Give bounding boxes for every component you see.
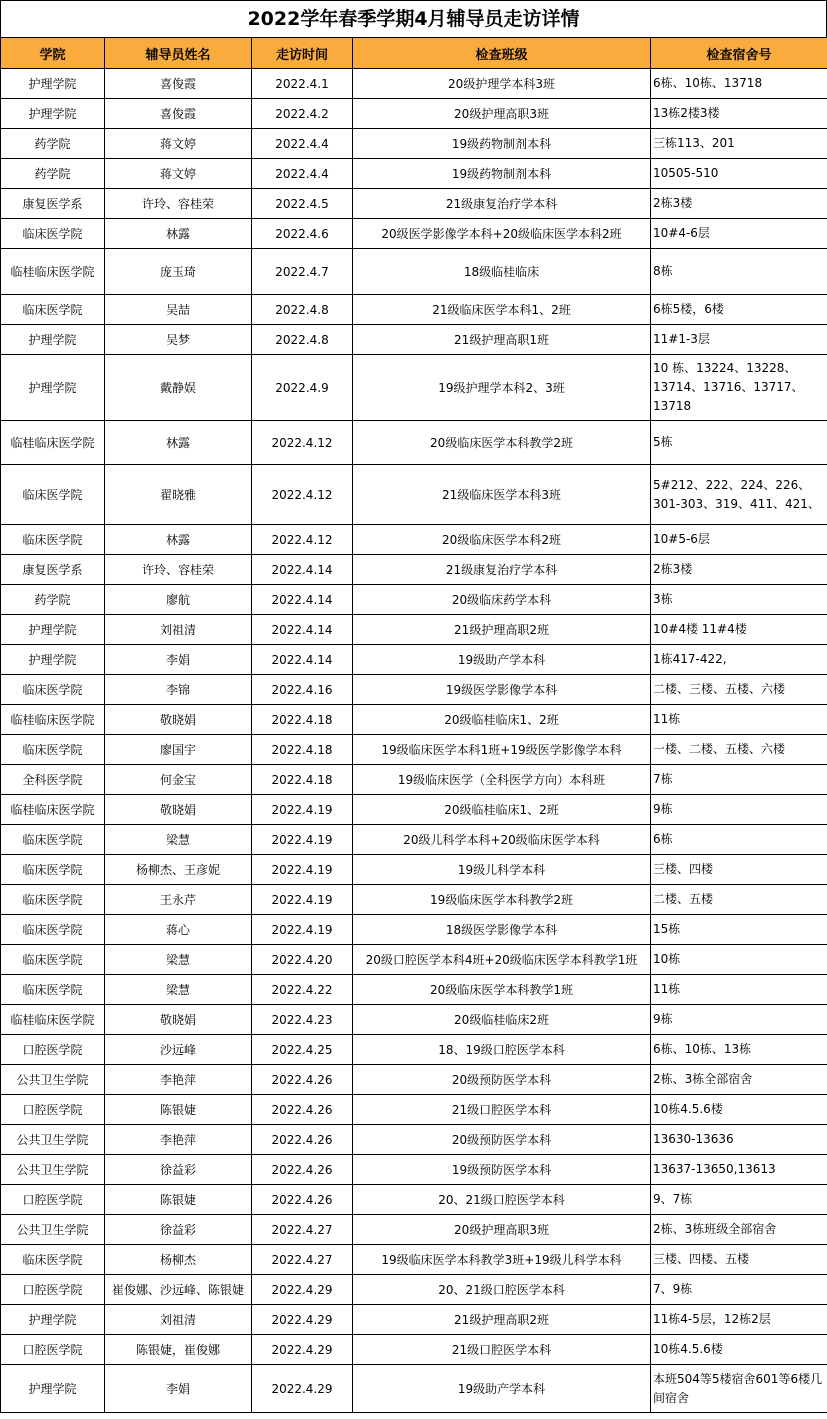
cell-dorm[interactable]: 5#212、222、224、226、301-303、319、411、421、 [651, 465, 827, 525]
cell-college[interactable]: 护理学院 [1, 1305, 105, 1335]
cell-counselor[interactable]: 翟晓雅 [105, 465, 252, 525]
cell-counselor[interactable]: 沙远峰 [105, 1035, 252, 1065]
cell-dorm[interactable]: 15栋 [651, 915, 827, 945]
cell-date[interactable]: 2022.4.18 [252, 735, 353, 765]
table-row [1, 159, 827, 189]
cell-dorm[interactable]: 10栋 [651, 945, 827, 975]
table-row [1, 1155, 827, 1185]
cell-class[interactable]: 20级口腔医学本科4班+20级临床医学本科教学1班 [353, 945, 651, 975]
table-row [1, 1365, 827, 1413]
visit-table [0, 37, 827, 1413]
cell-counselor[interactable]: 徐益彩 [105, 1155, 252, 1185]
cell-class[interactable]: 21级护理高职1班 [353, 325, 651, 355]
cell-class[interactable]: 19级临床医学本科1班+19级医学影像学本科 [353, 735, 651, 765]
cell-college[interactable]: 临床医学院 [1, 1245, 105, 1275]
cell-counselor[interactable]: 刘祖清 [105, 615, 252, 645]
cell-dorm[interactable]: 本班504等5楼宿舍601等6楼几间宿舍 [651, 1365, 827, 1413]
cell-class[interactable]: 19级助产学本科 [353, 1365, 651, 1413]
sheet-title: 2022学年春季学期4月辅导员走访详情 [0, 0, 827, 37]
cell-counselor[interactable]: 林露 [105, 525, 252, 555]
table-row [1, 615, 827, 645]
cell-class[interactable]: 20级临桂临床1、2班 [353, 795, 651, 825]
cell-class[interactable]: 21级康复治疗学本科 [353, 189, 651, 219]
cell-class[interactable]: 19级药物制剂本科 [353, 129, 651, 159]
cell-counselor[interactable]: 李娟 [105, 645, 252, 675]
cell-counselor[interactable]: 廖航 [105, 585, 252, 615]
cell-class[interactable]: 20级护理高职3班 [353, 1215, 651, 1245]
cell-college[interactable]: 临桂临床医学院 [1, 705, 105, 735]
cell-college[interactable]: 护理学院 [1, 99, 105, 129]
cell-counselor[interactable]: 杨柳杰 [105, 1245, 252, 1275]
cell-dorm[interactable]: 10栋4.5.6楼 [651, 1335, 827, 1365]
cell-dorm[interactable]: 5栋 [651, 421, 827, 465]
cell-dorm[interactable]: 6栋5楼，6楼 [651, 295, 827, 325]
cell-counselor[interactable]: 喜俊霞 [105, 99, 252, 129]
cell-counselor[interactable]: 徐益彩 [105, 1215, 252, 1245]
cell-class[interactable]: 19级儿科学本科 [353, 855, 651, 885]
table-row [1, 735, 827, 765]
cell-college[interactable]: 公共卫生学院 [1, 1125, 105, 1155]
cell-class[interactable]: 20级儿科学本科+20级临床医学本科 [353, 825, 651, 855]
cell-class[interactable]: 19级助产学本科 [353, 645, 651, 675]
cell-dorm[interactable]: 10栋4.5.6楼 [651, 1095, 827, 1125]
cell-dorm[interactable]: 11栋 [651, 705, 827, 735]
table-row [1, 1275, 827, 1305]
table-row [1, 1095, 827, 1125]
cell-date[interactable]: 2022.4.29 [252, 1275, 353, 1305]
cell-date[interactable]: 2022.4.27 [252, 1245, 353, 1275]
cell-dorm[interactable]: 二楼、三楼、五楼、六楼 [651, 675, 827, 705]
cell-date[interactable]: 2022.4.26 [252, 1185, 353, 1215]
cell-date[interactable]: 2022.4.19 [252, 915, 353, 945]
table-row [1, 945, 827, 975]
cell-date[interactable]: 2022.4.14 [252, 615, 353, 645]
cell-date[interactable]: 2022.4.8 [252, 295, 353, 325]
table-row [1, 1125, 827, 1155]
cell-dorm[interactable]: 13630-13636 [651, 1125, 827, 1155]
cell-dorm[interactable]: 6栋、10栋、13718 [651, 69, 827, 99]
cell-class[interactable]: 21级护理高职2班 [353, 615, 651, 645]
cell-counselor[interactable]: 敬晓娟 [105, 1005, 252, 1035]
cell-college[interactable]: 康复医学系 [1, 189, 105, 219]
cell-dorm[interactable]: 8栋 [651, 249, 827, 295]
cell-college[interactable]: 临床医学院 [1, 915, 105, 945]
cell-class[interactable]: 19级医学影像学本科 [353, 675, 651, 705]
table-row [1, 795, 827, 825]
cell-dorm[interactable]: 三楼、四楼、五楼 [651, 1245, 827, 1275]
cell-counselor[interactable]: 李娟 [105, 1365, 252, 1413]
cell-counselor[interactable]: 陈银婕，崔俊娜 [105, 1335, 252, 1365]
cell-counselor[interactable]: 许玲、容桂荣 [105, 555, 252, 585]
cell-college[interactable]: 药学院 [1, 585, 105, 615]
cell-dorm[interactable]: 10 栋、13224、13228、13714、13716、13717、13718 [651, 355, 827, 421]
cell-date[interactable]: 2022.4.18 [252, 705, 353, 735]
cell-class[interactable]: 21级临床医学本科3班 [353, 465, 651, 525]
cell-date[interactable]: 2022.4.19 [252, 825, 353, 855]
cell-college[interactable]: 临床医学院 [1, 975, 105, 1005]
cell-college[interactable]: 临桂临床医学院 [1, 795, 105, 825]
cell-dorm[interactable]: 2栋3楼 [651, 189, 827, 219]
cell-class[interactable]: 21级康复治疗学本科 [353, 555, 651, 585]
cell-class[interactable]: 18级临桂临床 [353, 249, 651, 295]
cell-college[interactable]: 药学院 [1, 159, 105, 189]
cell-dorm[interactable]: 2栋3楼 [651, 555, 827, 585]
table-row [1, 99, 827, 129]
cell-dorm[interactable]: 6栋、10栋、13栋 [651, 1035, 827, 1065]
cell-dorm[interactable]: 一楼、二楼、五楼、六楼 [651, 735, 827, 765]
cell-college[interactable]: 临桂临床医学院 [1, 421, 105, 465]
table-row [1, 885, 827, 915]
cell-counselor[interactable]: 杨柳杰、王彦妮 [105, 855, 252, 885]
cell-college[interactable]: 口腔医学院 [1, 1095, 105, 1125]
table-row [1, 705, 827, 735]
cell-college[interactable]: 口腔医学院 [1, 1275, 105, 1305]
cell-date[interactable]: 2022.4.2 [252, 99, 353, 129]
header-class[interactable]: 检查班级 [353, 38, 651, 69]
cell-college[interactable]: 全科医学院 [1, 765, 105, 795]
cell-class[interactable]: 20级护理学本科3班 [353, 69, 651, 99]
cell-dorm[interactable]: 二楼、五楼 [651, 885, 827, 915]
cell-date[interactable]: 2022.4.19 [252, 885, 353, 915]
cell-date[interactable]: 2022.4.29 [252, 1335, 353, 1365]
cell-date[interactable]: 2022.4.19 [252, 855, 353, 885]
table-row [1, 915, 827, 945]
cell-dorm[interactable]: 10#5-6层 [651, 525, 827, 555]
table-row [1, 765, 827, 795]
cell-date[interactable]: 2022.4.20 [252, 945, 353, 975]
cell-college[interactable]: 临桂临床医学院 [1, 249, 105, 295]
cell-date[interactable]: 2022.4.26 [252, 1095, 353, 1125]
cell-date[interactable]: 2022.4.29 [252, 1305, 353, 1335]
cell-class[interactable]: 20级临桂临床1、2班 [353, 705, 651, 735]
cell-counselor[interactable]: 刘祖清 [105, 1305, 252, 1335]
cell-date[interactable]: 2022.4.26 [252, 1065, 353, 1095]
cell-counselor[interactable]: 喜俊霞 [105, 69, 252, 99]
cell-college[interactable]: 药学院 [1, 129, 105, 159]
cell-class[interactable]: 20级临桂临床2班 [353, 1005, 651, 1035]
cell-dorm[interactable]: 13栋2楼3楼 [651, 99, 827, 129]
cell-counselor[interactable]: 庞玉琦 [105, 249, 252, 295]
header-college[interactable]: 学院 [1, 38, 105, 69]
cell-class[interactable]: 21级护理高职2班 [353, 1305, 651, 1335]
table-row [1, 1215, 827, 1245]
table-row [1, 249, 827, 295]
cell-dorm[interactable]: 9栋 [651, 795, 827, 825]
table-row [1, 1305, 827, 1335]
table-row [1, 69, 827, 99]
cell-counselor[interactable]: 敬晓娟 [105, 795, 252, 825]
cell-date[interactable]: 2022.4.22 [252, 975, 353, 1005]
table-row [1, 421, 827, 465]
cell-dorm[interactable]: 10505-510 [651, 159, 827, 189]
table-row [1, 675, 827, 705]
cell-date[interactable]: 2022.4.8 [252, 325, 353, 355]
cell-college[interactable]: 护理学院 [1, 645, 105, 675]
cell-college[interactable]: 临床医学院 [1, 295, 105, 325]
cell-class[interactable]: 19级临床医学本科教学3班+19级儿科学本科 [353, 1245, 651, 1275]
cell-class[interactable]: 18级医学影像学本科 [353, 915, 651, 945]
table-row [1, 355, 827, 421]
cell-counselor[interactable]: 陈银婕 [105, 1095, 252, 1125]
cell-date[interactable]: 2022.4.25 [252, 1035, 353, 1065]
table-row [1, 189, 827, 219]
cell-date[interactable]: 2022.4.6 [252, 219, 353, 249]
cell-college[interactable]: 护理学院 [1, 1365, 105, 1413]
table-row [1, 645, 827, 675]
table-row [1, 1245, 827, 1275]
cell-counselor[interactable]: 李艳萍 [105, 1065, 252, 1095]
cell-dorm[interactable]: 11#1-3层 [651, 325, 827, 355]
table-row [1, 1065, 827, 1095]
cell-dorm[interactable]: 11栋4-5层，12栋2层 [651, 1305, 827, 1335]
cell-date[interactable]: 2022.4.19 [252, 795, 353, 825]
cell-college[interactable]: 临床医学院 [1, 885, 105, 915]
cell-class[interactable]: 20、21级口腔医学本科 [353, 1185, 651, 1215]
cell-dorm[interactable]: 13637-13650,13613 [651, 1155, 827, 1185]
cell-counselor[interactable]: 蒋文婷 [105, 129, 252, 159]
cell-counselor[interactable]: 李艳萍 [105, 1125, 252, 1155]
table-row [1, 219, 827, 249]
cell-college[interactable]: 临床医学院 [1, 465, 105, 525]
cell-counselor[interactable]: 蒋心 [105, 915, 252, 945]
cell-class[interactable]: 19级护理学本科2、3班 [353, 355, 651, 421]
cell-counselor[interactable]: 吴梦 [105, 325, 252, 355]
cell-dorm[interactable]: 三栋113、201 [651, 129, 827, 159]
cell-counselor[interactable]: 廖国宇 [105, 735, 252, 765]
table-row [1, 1035, 827, 1065]
cell-college[interactable]: 临床医学院 [1, 855, 105, 885]
cell-class[interactable]: 21级口腔医学本科 [353, 1095, 651, 1125]
cell-dorm[interactable]: 11栋 [651, 975, 827, 1005]
cell-college[interactable]: 护理学院 [1, 325, 105, 355]
cell-class[interactable]: 20级临床药学本科 [353, 585, 651, 615]
cell-date[interactable]: 2022.4.26 [252, 1155, 353, 1185]
cell-dorm[interactable]: 3栋 [651, 585, 827, 615]
cell-college[interactable]: 康复医学系 [1, 555, 105, 585]
cell-date[interactable]: 2022.4.12 [252, 421, 353, 465]
cell-date[interactable]: 2022.4.16 [252, 675, 353, 705]
cell-counselor[interactable]: 林露 [105, 219, 252, 249]
cell-college[interactable]: 临床医学院 [1, 825, 105, 855]
cell-date[interactable]: 2022.4.14 [252, 555, 353, 585]
cell-date[interactable]: 2022.4.4 [252, 129, 353, 159]
cell-date[interactable]: 2022.4.23 [252, 1005, 353, 1035]
cell-college[interactable]: 公共卫生学院 [1, 1155, 105, 1185]
table-row [1, 325, 827, 355]
cell-counselor[interactable]: 林露 [105, 421, 252, 465]
cell-dorm[interactable]: 7栋 [651, 765, 827, 795]
cell-dorm[interactable]: 9、7栋 [651, 1185, 827, 1215]
cell-counselor[interactable]: 敬晓娟 [105, 705, 252, 735]
cell-college[interactable]: 公共卫生学院 [1, 1215, 105, 1245]
cell-class[interactable]: 20级预防医学本科 [353, 1065, 651, 1095]
table-row [1, 855, 827, 885]
cell-class[interactable]: 19级临床医学本科教学2班 [353, 885, 651, 915]
cell-dorm[interactable]: 2栋、3栋全部宿舍 [651, 1065, 827, 1095]
cell-dorm[interactable]: 9栋 [651, 1005, 827, 1035]
cell-college[interactable]: 护理学院 [1, 615, 105, 645]
cell-date[interactable]: 2022.4.4 [252, 159, 353, 189]
cell-college[interactable]: 口腔医学院 [1, 1035, 105, 1065]
cell-date[interactable]: 2022.4.7 [252, 249, 353, 295]
cell-date[interactable]: 2022.4.29 [252, 1365, 353, 1413]
table-row [1, 975, 827, 1005]
cell-date[interactable]: 2022.4.14 [252, 645, 353, 675]
cell-date[interactable]: 2022.4.14 [252, 585, 353, 615]
cell-college[interactable]: 临桂临床医学院 [1, 1005, 105, 1035]
cell-college[interactable]: 护理学院 [1, 69, 105, 99]
cell-dorm[interactable]: 10#4-6层 [651, 219, 827, 249]
cell-counselor[interactable]: 蒋文婷 [105, 159, 252, 189]
table-row [1, 1005, 827, 1035]
table-row [1, 1185, 827, 1215]
cell-class[interactable]: 20级医学影像学本科+20级临床医学本科2班 [353, 219, 651, 249]
cell-date[interactable]: 2022.4.26 [252, 1125, 353, 1155]
cell-class[interactable]: 20级临床医学本科教学1班 [353, 975, 651, 1005]
table-row [1, 295, 827, 325]
cell-dorm[interactable]: 三楼、四楼 [651, 855, 827, 885]
cell-college[interactable]: 临床医学院 [1, 675, 105, 705]
cell-date[interactable]: 2022.4.18 [252, 765, 353, 795]
cell-counselor[interactable]: 戴静娱 [105, 355, 252, 421]
cell-class[interactable]: 21级临床医学本科1、2班 [353, 295, 651, 325]
header-dorm[interactable]: 检查宿舍号 [651, 38, 827, 69]
cell-class[interactable]: 20级临床医学本科2班 [353, 525, 651, 555]
cell-class[interactable]: 19级预防医学本科 [353, 1155, 651, 1185]
cell-date[interactable]: 2022.4.12 [252, 465, 353, 525]
cell-class[interactable]: 18、19级口腔医学本科 [353, 1035, 651, 1065]
cell-counselor[interactable]: 崔俊娜、沙远峰、陈银婕 [105, 1275, 252, 1305]
cell-college[interactable]: 口腔医学院 [1, 1185, 105, 1215]
cell-date[interactable]: 2022.4.27 [252, 1215, 353, 1245]
header-date[interactable]: 走访时间 [252, 38, 353, 69]
cell-class[interactable]: 21级口腔医学本科 [353, 1335, 651, 1365]
table-row [1, 825, 827, 855]
table-row [1, 1335, 827, 1365]
table-row [1, 555, 827, 585]
header-counselor[interactable]: 辅导员姓名 [105, 38, 252, 69]
cell-college[interactable]: 临床医学院 [1, 219, 105, 249]
cell-date[interactable]: 2022.4.1 [252, 69, 353, 99]
cell-counselor[interactable]: 梁慧 [105, 945, 252, 975]
cell-date[interactable]: 2022.4.12 [252, 525, 353, 555]
cell-counselor[interactable]: 吴喆 [105, 295, 252, 325]
cell-date[interactable]: 2022.4.5 [252, 189, 353, 219]
cell-college[interactable]: 临床医学院 [1, 945, 105, 975]
cell-counselor[interactable]: 陈银婕 [105, 1185, 252, 1215]
cell-college[interactable]: 护理学院 [1, 355, 105, 421]
cell-date[interactable]: 2022.4.9 [252, 355, 353, 421]
cell-class[interactable]: 20级预防医学本科 [353, 1125, 651, 1155]
table-row [1, 525, 827, 555]
cell-counselor[interactable]: 梁慧 [105, 825, 252, 855]
table-row [1, 129, 827, 159]
cell-dorm[interactable]: 1栋417-422, [651, 645, 827, 675]
cell-college[interactable]: 临床医学院 [1, 735, 105, 765]
cell-counselor[interactable]: 王永芹 [105, 885, 252, 915]
cell-college[interactable]: 临床医学院 [1, 525, 105, 555]
cell-counselor[interactable]: 许玲、容桂荣 [105, 189, 252, 219]
cell-dorm[interactable]: 7、9栋 [651, 1275, 827, 1305]
cell-dorm[interactable]: 10#4楼 11#4楼 [651, 615, 827, 645]
header-row [1, 38, 827, 69]
table-row [1, 585, 827, 615]
cell-class[interactable]: 20、21级口腔医学本科 [353, 1275, 651, 1305]
cell-dorm[interactable]: 2栋、3栋班级全部宿舍 [651, 1215, 827, 1245]
cell-class[interactable]: 19级临床医学（全科医学方向）本科班 [353, 765, 651, 795]
cell-college[interactable]: 口腔医学院 [1, 1335, 105, 1365]
cell-class[interactable]: 20级临床医学本科教学2班 [353, 421, 651, 465]
table-row [1, 465, 827, 525]
cell-counselor[interactable]: 梁慧 [105, 975, 252, 1005]
cell-counselor[interactable]: 何金宝 [105, 765, 252, 795]
cell-class[interactable]: 19级药物制剂本科 [353, 159, 651, 189]
cell-college[interactable]: 公共卫生学院 [1, 1065, 105, 1095]
cell-counselor[interactable]: 李锦 [105, 675, 252, 705]
cell-dorm[interactable]: 6栋 [651, 825, 827, 855]
cell-class[interactable]: 20级护理高职3班 [353, 99, 651, 129]
